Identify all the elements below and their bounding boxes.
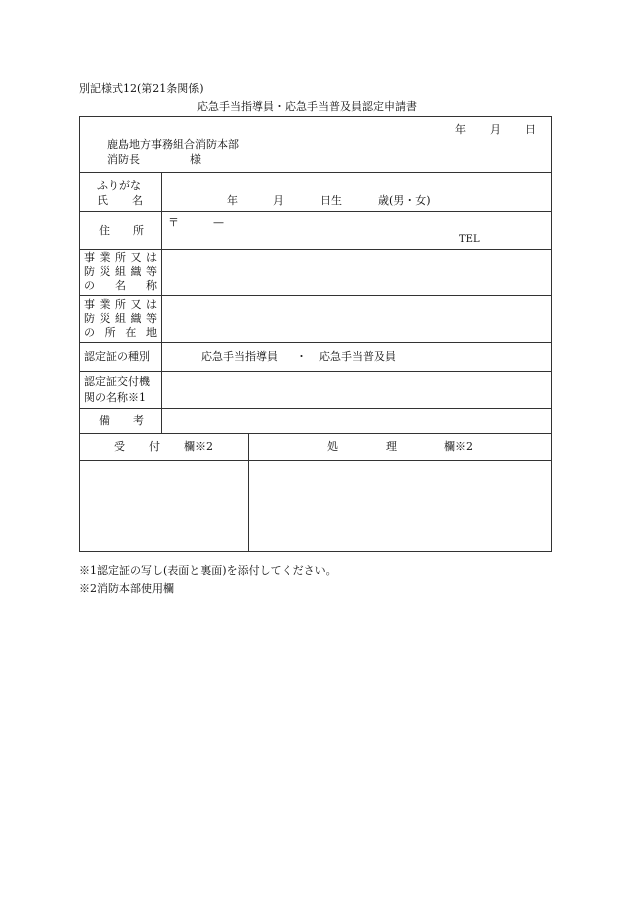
address-label-char: 住 <box>99 224 110 237</box>
addressee-honorific: 様 <box>190 153 201 166</box>
birth-day-label: 日生 <box>320 194 342 207</box>
issuing-org-label-line2: 関の名称※1 <box>84 391 146 404</box>
row-divider <box>79 408 552 409</box>
tel-label: TEL <box>459 234 480 245</box>
note-office-use: ※2消防本部使用欄 <box>79 582 174 595</box>
remarks-label <box>99 415 144 426</box>
label-char: 防 <box>84 312 95 325</box>
label-char: は <box>146 298 157 311</box>
addressee-org: 鹿島地方事務組合消防本部 <box>107 138 239 151</box>
remarks-label-char: 考 <box>133 414 144 427</box>
label-char: の <box>84 279 95 292</box>
cert-type-promoter: 応急手当普及員 <box>319 350 396 363</box>
form-title: 応急手当指導員・応急手当普及員認定申請書 <box>197 100 417 113</box>
birth-year-label: 年 <box>227 194 238 207</box>
label-char: 織 <box>130 312 142 325</box>
org-name-label-line1 <box>84 252 157 263</box>
name-label-char: 氏 <box>97 194 108 207</box>
row-divider <box>79 371 552 372</box>
org-location-label-line3 <box>84 327 157 338</box>
reception-header-char: 受 <box>114 440 125 453</box>
label-char: 防 <box>84 265 95 278</box>
note-attachment: ※1認定証の写し(表面と裏面)を添付してください。 <box>79 564 337 577</box>
label-char: 在 <box>125 326 137 339</box>
label-char: 等 <box>146 312 157 325</box>
label-char: 業 <box>99 298 111 311</box>
label-char: 名 <box>115 279 126 292</box>
label-column-divider <box>161 172 162 433</box>
date-year-label: 年 <box>455 123 466 136</box>
birth-month-label: 月 <box>273 194 284 207</box>
date-month-label: 月 <box>490 123 501 136</box>
cert-type-separator: ・ <box>296 350 307 363</box>
name-label-char: 名 <box>132 194 143 207</box>
address-label-char: 所 <box>133 224 144 237</box>
row-divider <box>79 172 552 173</box>
row-divider <box>79 460 552 461</box>
address-label <box>99 225 144 236</box>
processing-header-note: 欄※2 <box>444 440 473 453</box>
reception-header-char: 付 <box>149 440 160 453</box>
label-char: 事 <box>84 251 95 264</box>
label-char: 所 <box>104 326 116 339</box>
postal-dash: — <box>213 216 224 229</box>
label-char: 災 <box>99 265 111 278</box>
form-number: 別記様式12(第21条関係) <box>79 82 204 95</box>
label-char: 等 <box>146 265 157 278</box>
org-name-label-line2 <box>84 266 157 277</box>
row-divider <box>79 295 552 296</box>
label-char: 組 <box>115 265 126 278</box>
label-char: 織 <box>130 265 142 278</box>
label-char: 災 <box>99 312 111 325</box>
processing-header-char: 理 <box>386 440 397 453</box>
label-char: は <box>146 251 157 264</box>
issuing-org-label-line1: 認定証交付機 <box>84 375 150 388</box>
row-divider <box>79 433 552 434</box>
cert-type-instructor: 応急手当指導員 <box>201 350 278 363</box>
date-day-label: 日 <box>525 123 536 136</box>
org-location-label-line2 <box>84 313 157 324</box>
label-char: 事 <box>84 298 95 311</box>
org-location-label-line1 <box>84 299 157 310</box>
postal-mark: 〒 <box>168 216 179 229</box>
name-label <box>97 195 143 206</box>
reception-header-note: 欄※2 <box>184 440 213 453</box>
age-gender-label: 歳(男・女) <box>378 194 431 207</box>
row-divider <box>79 211 552 212</box>
remarks-label-char: 備 <box>99 414 110 427</box>
row-divider <box>79 342 552 343</box>
label-char: 組 <box>115 312 126 325</box>
addressee-chief: 消防長 <box>107 153 140 166</box>
row-divider <box>79 249 552 250</box>
label-char: 所 <box>115 298 126 311</box>
label-char: 所 <box>115 251 126 264</box>
office-use-divider <box>248 433 249 552</box>
label-char: 又 <box>130 298 142 311</box>
label-char: 称 <box>146 279 157 292</box>
processing-header-char: 処 <box>327 440 338 453</box>
label-char: の <box>84 326 95 339</box>
org-name-label-line3 <box>84 280 157 291</box>
label-char: 又 <box>130 251 142 264</box>
furigana-label: ふりがな <box>97 179 141 192</box>
label-char: 業 <box>99 251 111 264</box>
label-char: 地 <box>145 326 157 339</box>
cert-type-label: 認定証の種別 <box>84 350 150 363</box>
